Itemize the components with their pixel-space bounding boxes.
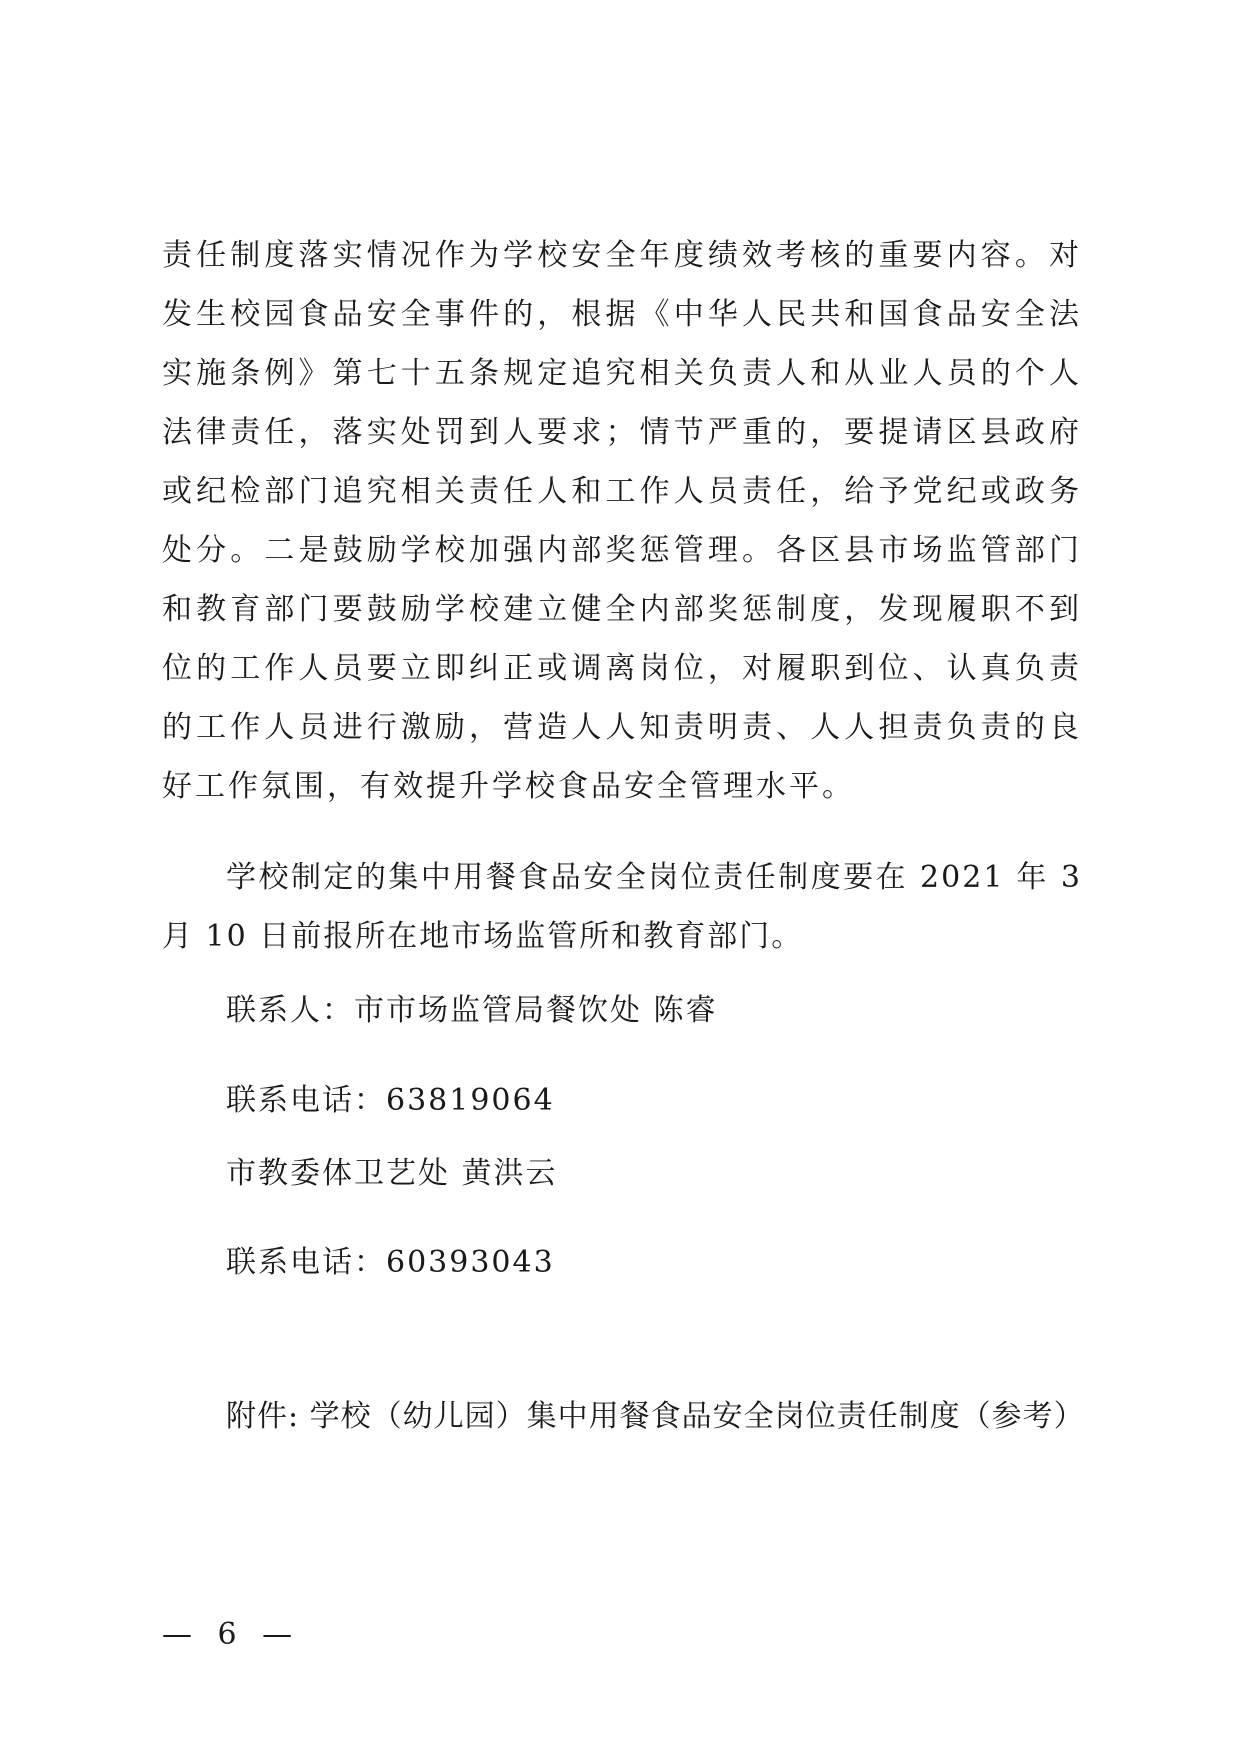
contact-person-market-supervision: 联系人：市市场监管局餐饮处 陈睿 (226, 993, 718, 1028)
body-paragraph-deadline: 学校制定的集中用餐食品安全岗位责任制度要在 2021 年 3 月 10 日前报所在地市场监管所和教育部门。 (162, 860, 1082, 954)
contact-phone-market-supervision: 联系电话：63819064 (226, 1083, 555, 1118)
attachment-note: 附件: 学校（幼儿园）集中用餐食品安全岗位责任制度（参考） (226, 1399, 1085, 1434)
contact-person-education-commission: 市教委体卫艺处 黄洪云 (226, 1156, 558, 1191)
body-paragraph-responsibility: 责任制度落实情况作为学校安全年度绩效考核的重要内容。对发生校园食品安全事件的，根据《中华人民共和国食品安全法实施条例》第七十五条规定追究相关负责人和从业人员的个人法律责任，落实处罚到人要求；情节严重的，要提请区县政府或纪检部门追究相关责任人和工作人员责任，给予党纪或政务处分。二是鼓励学校加强内部奖惩管理。各区县市场监管部门和教育部门要鼓励学校建立健全内部奖惩制度，发现履职不到位的工作人员要立即纠正或调离岗位，对履职到位、认真负责的工作人员进行激励，营造人人知责明责、人人担责负责的良好工作氛围，有效提升学校食品安全管理水平。 (162, 238, 1082, 804)
page-number: — 6 — (162, 1617, 301, 1652)
contact-phone-education-commission: 联系电话：60393043 (226, 1245, 555, 1280)
